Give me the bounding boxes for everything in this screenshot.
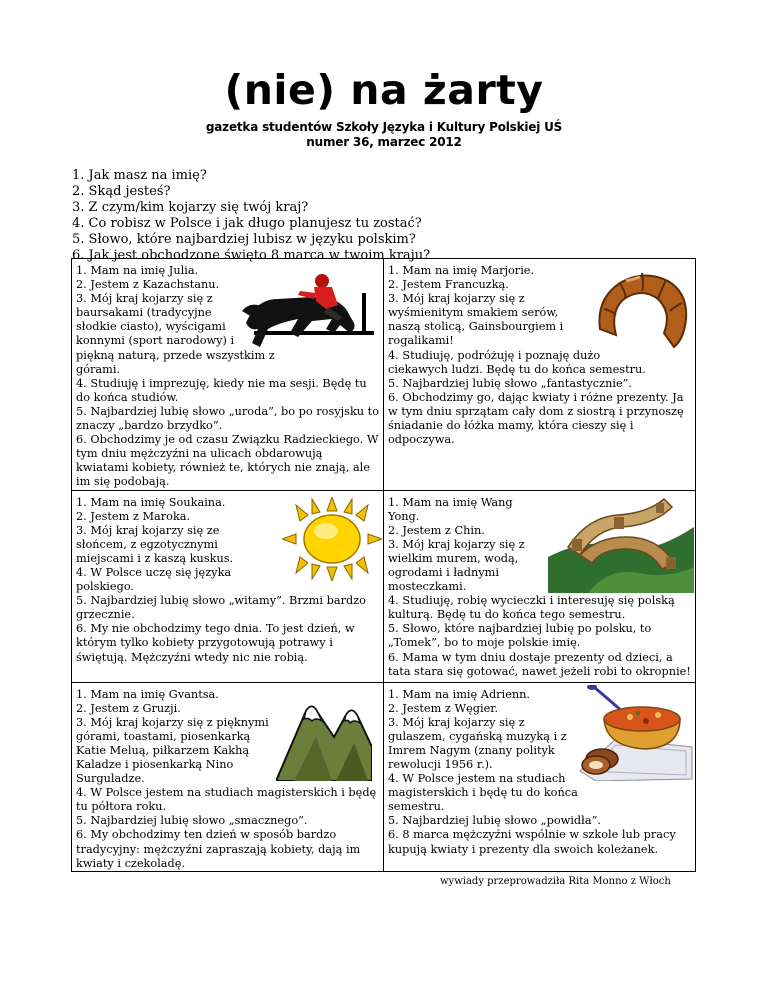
answer-line: 1. Mam na imię Adrienn. bbox=[388, 687, 531, 701]
answer-line: baursakami (tradycyjne bbox=[76, 306, 212, 320]
answer-line: 3. Mój kraj kojarzy się ze bbox=[76, 523, 220, 537]
answer-line: 4. W Polsce uczę się języka bbox=[76, 565, 232, 579]
answer-line: 6. 8 marca mężczyźni wspólnie w szkole lub pracy bbox=[388, 828, 676, 842]
answer-line: 3. Mój kraj kojarzy się z bbox=[388, 715, 525, 729]
interview-gvantsa bbox=[72, 682, 384, 871]
answer-line: tata stara się gotować, nawet jeżeli robi to okropnie! bbox=[388, 664, 691, 678]
interview-adrienn bbox=[384, 682, 696, 871]
answer-line: magisterskich i będę tu do końca bbox=[388, 786, 578, 800]
interviews-table bbox=[71, 258, 696, 872]
answer-line: 5. Słowo, które najbardziej lubię po polsku, to bbox=[388, 622, 652, 636]
answer-line: im się podobają. bbox=[76, 475, 170, 489]
answer-line: semestru. bbox=[388, 800, 445, 814]
answer-line: świętują. Mężczyźni wtedy nic nie robią. bbox=[76, 650, 308, 664]
issue-number: numer 36, marzec 2012 bbox=[306, 135, 462, 149]
answer-line: rewolucji 1956 r.). bbox=[388, 757, 493, 771]
answer-line: piękną naturą, przede wszystkim z bbox=[76, 348, 275, 362]
answer-line: kulturą. Będę tu do końca tego semestru. bbox=[388, 608, 626, 622]
answer-line: kwiatami kobiety, również te, których nie znają, ale bbox=[76, 461, 370, 475]
question-2: 2. Skąd jesteś? bbox=[72, 184, 171, 200]
masthead bbox=[0, 66, 768, 150]
answer-line: mosteczkami. bbox=[388, 580, 467, 594]
answer-line: 3. Mój kraj kojarzy się z bbox=[388, 537, 525, 551]
answer-line: ciekawych ludzi. Będę tu do końca semestru. bbox=[388, 362, 646, 376]
answer-line: tym dniu mężczyźni na ulicach obdarowują bbox=[76, 447, 323, 461]
answer-line: 4. W Polsce jestem na studiach magisterskich i będę bbox=[76, 786, 377, 800]
interview-text bbox=[72, 683, 383, 871]
answer-line: górami. bbox=[76, 362, 121, 376]
answer-line: 4. W Polsce jestem na studiach bbox=[388, 772, 566, 786]
answer-line: słońcem, z egzotycznymi bbox=[76, 537, 218, 551]
interview-julia bbox=[72, 259, 384, 491]
answer-line: 5. Najbardziej lubię słowo „powidła”. bbox=[388, 814, 601, 828]
answer-line: 1. Mam na imię Marjorie. bbox=[388, 264, 535, 277]
answer-line: odpoczywa. bbox=[388, 433, 455, 447]
answer-line: 2. Jestem Francuzką. bbox=[388, 278, 509, 292]
answer-line: 5. Najbardziej lubię słowo „witamy”. Brzmi bardzo bbox=[76, 594, 366, 608]
question-5: 5. Słowo, które najbardziej lubisz w języku polskim? bbox=[72, 232, 416, 248]
answer-line: 6. Obchodzimy go, dając kwiaty i różne prezenty. Ja bbox=[388, 390, 684, 404]
answer-line: Surguladze. bbox=[76, 772, 145, 786]
answer-line: miejscami i z kaszą kuskus. bbox=[76, 551, 234, 565]
answer-line: wielkim murem, wodą, bbox=[388, 551, 519, 565]
answer-line: konnymi (sport narodowy) i bbox=[76, 334, 235, 348]
question-list bbox=[72, 168, 430, 265]
answer-line: „Tomek”, bo to moje polskie imię. bbox=[388, 636, 581, 650]
answer-line: 3. Mój kraj kojarzy się z pięknymi bbox=[76, 715, 269, 729]
answer-line: którym tylko kobiety przygotowują potrawy i bbox=[76, 636, 333, 650]
answer-line: 4. Studiuję, robię wycieczki i interesuję się polską bbox=[388, 594, 675, 608]
answer-line: 1. Mam na imię Wang bbox=[388, 495, 513, 509]
answer-line: Imrem Nagym (znany polityk bbox=[388, 743, 555, 757]
question-4: 4. Co robisz w Polsce i jak długo planujesz tu zostać? bbox=[72, 216, 422, 232]
answer-line: gulaszem, cygańską muzyką i z bbox=[388, 729, 567, 743]
answer-line: 1. Mam na imię Gvantsa. bbox=[76, 687, 219, 701]
answer-line: 4. Studiuję i imprezuję, kiedy nie ma sesji. Będę tu bbox=[76, 376, 367, 390]
interview-marjorie bbox=[384, 259, 696, 491]
answer-line: znaczy „bardzo brzydko”. bbox=[76, 419, 223, 433]
interview-text bbox=[384, 491, 695, 679]
interview-text bbox=[384, 683, 695, 857]
answer-line: grzecznie. bbox=[76, 608, 135, 622]
answer-line: 2. Jestem z Gruzji. bbox=[76, 701, 181, 715]
answer-line: 4. Studiuję, podróżuję i poznaję dużo bbox=[388, 348, 601, 362]
answer-line: ogrodami i ładnymi bbox=[388, 565, 499, 579]
answer-line: 2. Jestem z Węgier. bbox=[388, 701, 499, 715]
answer-line: śniadanie do łóżka mamy, która cieszy się i bbox=[388, 419, 634, 433]
answer-line: w tym dniu sprzątam cały dom z siostrą i przynoszę bbox=[388, 404, 684, 418]
interview-text bbox=[72, 491, 383, 665]
answer-line: 6. Mama w tym dniu dostaje prezenty od dzieci, a bbox=[388, 650, 673, 664]
answer-line: 3. Mój kraj kojarzy się z bbox=[388, 292, 525, 306]
question-1: 1. Jak masz na imię? bbox=[72, 168, 207, 183]
answer-line: 2. Jestem z Chin. bbox=[388, 523, 485, 537]
interview-wang bbox=[384, 490, 696, 682]
answer-line: 2. Jestem z Kazachstanu. bbox=[76, 278, 220, 292]
answer-line: naszą stolicą, Gainsbourgiem i bbox=[388, 320, 564, 334]
newspaper-title: (nie) na żarty bbox=[224, 66, 544, 114]
answer-line: 1. Mam na imię Julia. bbox=[76, 264, 199, 277]
answer-line: tu półtora roku. bbox=[76, 800, 167, 814]
answer-line: kupują kwiaty i prezenty dla swoich koleżanek. bbox=[388, 842, 659, 856]
answer-line: słodkie ciasto), wyścigami bbox=[76, 320, 226, 334]
answer-line: 5. Najbardziej lubię słowo „smacznego”. bbox=[76, 814, 308, 828]
interview-soukaina bbox=[72, 490, 384, 682]
answer-line: polskiego. bbox=[76, 580, 135, 594]
answer-line: rogalikami! bbox=[388, 334, 454, 348]
answer-line: do końca studiów. bbox=[76, 390, 179, 404]
answer-line: 6. Obchodzimy je od czasu Związku Radzieckiego. W bbox=[76, 433, 379, 447]
footer-credit: wywiady przeprowadziła Rita Monno z Włoch bbox=[440, 876, 671, 887]
answer-line: 3. Mój kraj kojarzy się z bbox=[76, 292, 213, 306]
newspaper-subtitle: gazetka studentów Szkoły Języka i Kultury Polskiej UŚ bbox=[205, 120, 563, 134]
answer-line: 5. Najbardziej lubię słowo „fantastycznie”. bbox=[388, 376, 633, 390]
answer-line: tradycyjny: mężczyźni zapraszają kobiety, dają im bbox=[76, 842, 361, 856]
interview-text bbox=[384, 259, 695, 447]
answer-line: 5. Najbardziej lubię słowo „uroda”, bo po rosyjsku to bbox=[76, 404, 380, 418]
answer-line: górami, toastami, piosenkarką bbox=[76, 729, 251, 743]
answer-line: 6. My obchodzimy ten dzień w sposób bardzo bbox=[76, 828, 337, 842]
answer-line: 1. Mam na imię Soukaina. bbox=[76, 495, 226, 509]
answer-line: 2. Jestem z Maroka. bbox=[76, 509, 191, 523]
answer-line: Katie Meluą, piłkarzem Kakhą bbox=[76, 743, 250, 757]
answer-line: 6. My nie obchodzimy tego dnia. To jest dzień, w bbox=[76, 622, 355, 636]
answer-line: kwiaty i czekoladę. bbox=[76, 856, 186, 870]
answer-line: wyśmienitym smakiem serów, bbox=[388, 306, 559, 320]
answer-line: Kaladze i piosenkarką Nino bbox=[76, 757, 234, 771]
answer-line: Yong. bbox=[388, 509, 420, 523]
question-3: 3. Z czym/kim kojarzy się twój kraj? bbox=[72, 200, 309, 216]
question-6: 6. Jak jest obchodzone święto 8 marca w twoim kraju? bbox=[72, 248, 431, 264]
interview-text bbox=[72, 259, 383, 490]
